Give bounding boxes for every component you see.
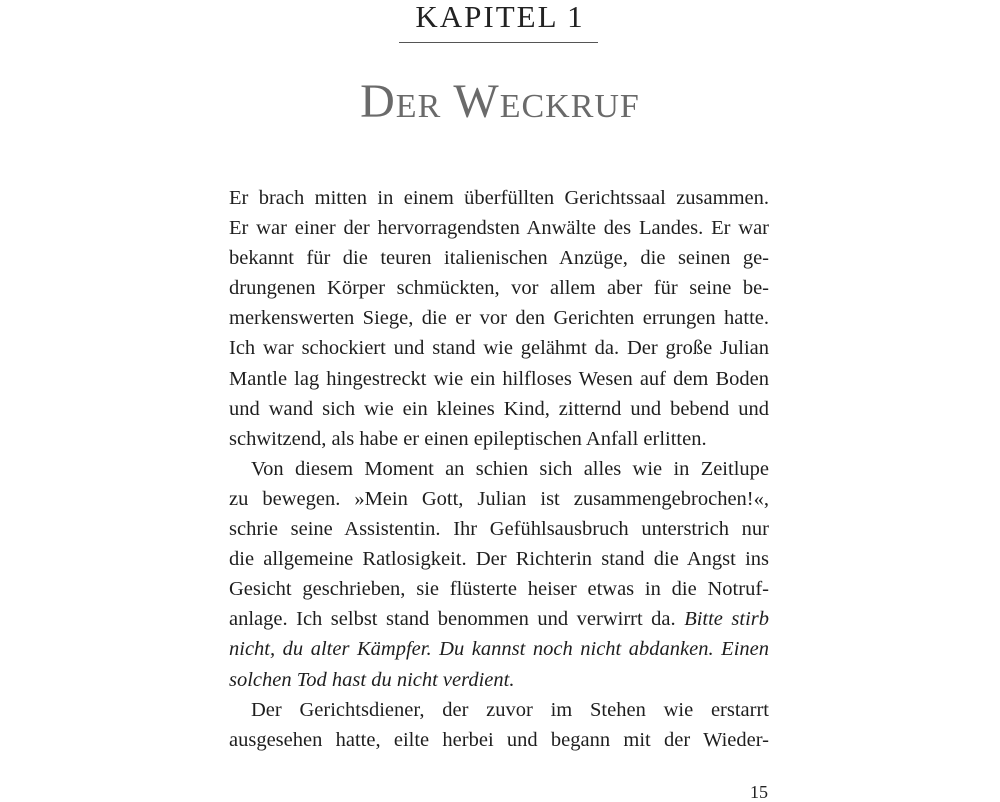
text-line: Ich war schockiert und stand wie gelähmt da. Der große Julian [229, 337, 769, 360]
italic-thought: solchen Tod hast du nicht verdient. [229, 668, 515, 691]
text-line: bekannt für die teuren italienischen Anzüge, die seinen ge- [229, 247, 769, 270]
text-line: drungenen Körper schmückten, vor allem aber für seine be- [229, 277, 769, 300]
text-line: und wand sich wie ein kleines Kind, zitternd und bebend und [229, 397, 769, 420]
paragraph-3 [229, 695, 769, 755]
text-line-mixed [229, 604, 769, 634]
text-line: Der Gerichtsdiener, der zuvor im Stehen wie erstarrt [251, 698, 769, 721]
text-line: schwitzend, als habe er einen epileptischen Anfall erlitten. [229, 427, 707, 450]
page-number: 15 [750, 782, 768, 802]
italic-thought: nicht, du alter Kämpfer. Du kannst noch nicht abdanken. Einen [229, 638, 769, 661]
italic-thought: Bitte stirb [684, 608, 770, 631]
text-segment: anlage. Ich selbst stand benommen und verwirrt da. [229, 608, 676, 631]
text-line: Mantle lag hingestreckt wie ein hilfloses Wesen auf dem Boden [229, 367, 769, 390]
text-line: Gesicht geschrieben, sie flüsterte heiser etwas in die Notruf- [229, 578, 769, 601]
paragraph-2 [229, 454, 769, 695]
chapter-label: KAPITEL 1 [415, 0, 585, 34]
text-line: die allgemeine Ratlosigkeit. Der Richterin stand die Angst ins [229, 548, 769, 571]
body-text [229, 183, 769, 755]
text-line: zu bewegen. »Mein Gott, Julian ist zusammengebrochen!«, [229, 487, 769, 510]
text-line: Von diesem Moment an schien sich alles wie in Zeitlupe [251, 457, 769, 480]
chapter-divider [399, 42, 598, 43]
chapter-title: Der Weckruf [360, 75, 640, 128]
text-line: schrie seine Assistentin. Ihr Gefühlsausbruch unterstrich nur [229, 518, 769, 541]
text-line: Er war einer der hervorragendsten Anwälte des Landes. Er war [229, 217, 769, 240]
paragraph-1 [229, 183, 769, 454]
text-line: Er brach mitten in einem überfüllten Gerichtssaal zusammen. [229, 187, 769, 209]
text-line: ausgesehen hatte, eilte herbei und begann mit der Wieder- [229, 728, 769, 751]
text-line: merkenswerten Siege, die er vor den Gerichten errungen hatte. [229, 307, 769, 330]
